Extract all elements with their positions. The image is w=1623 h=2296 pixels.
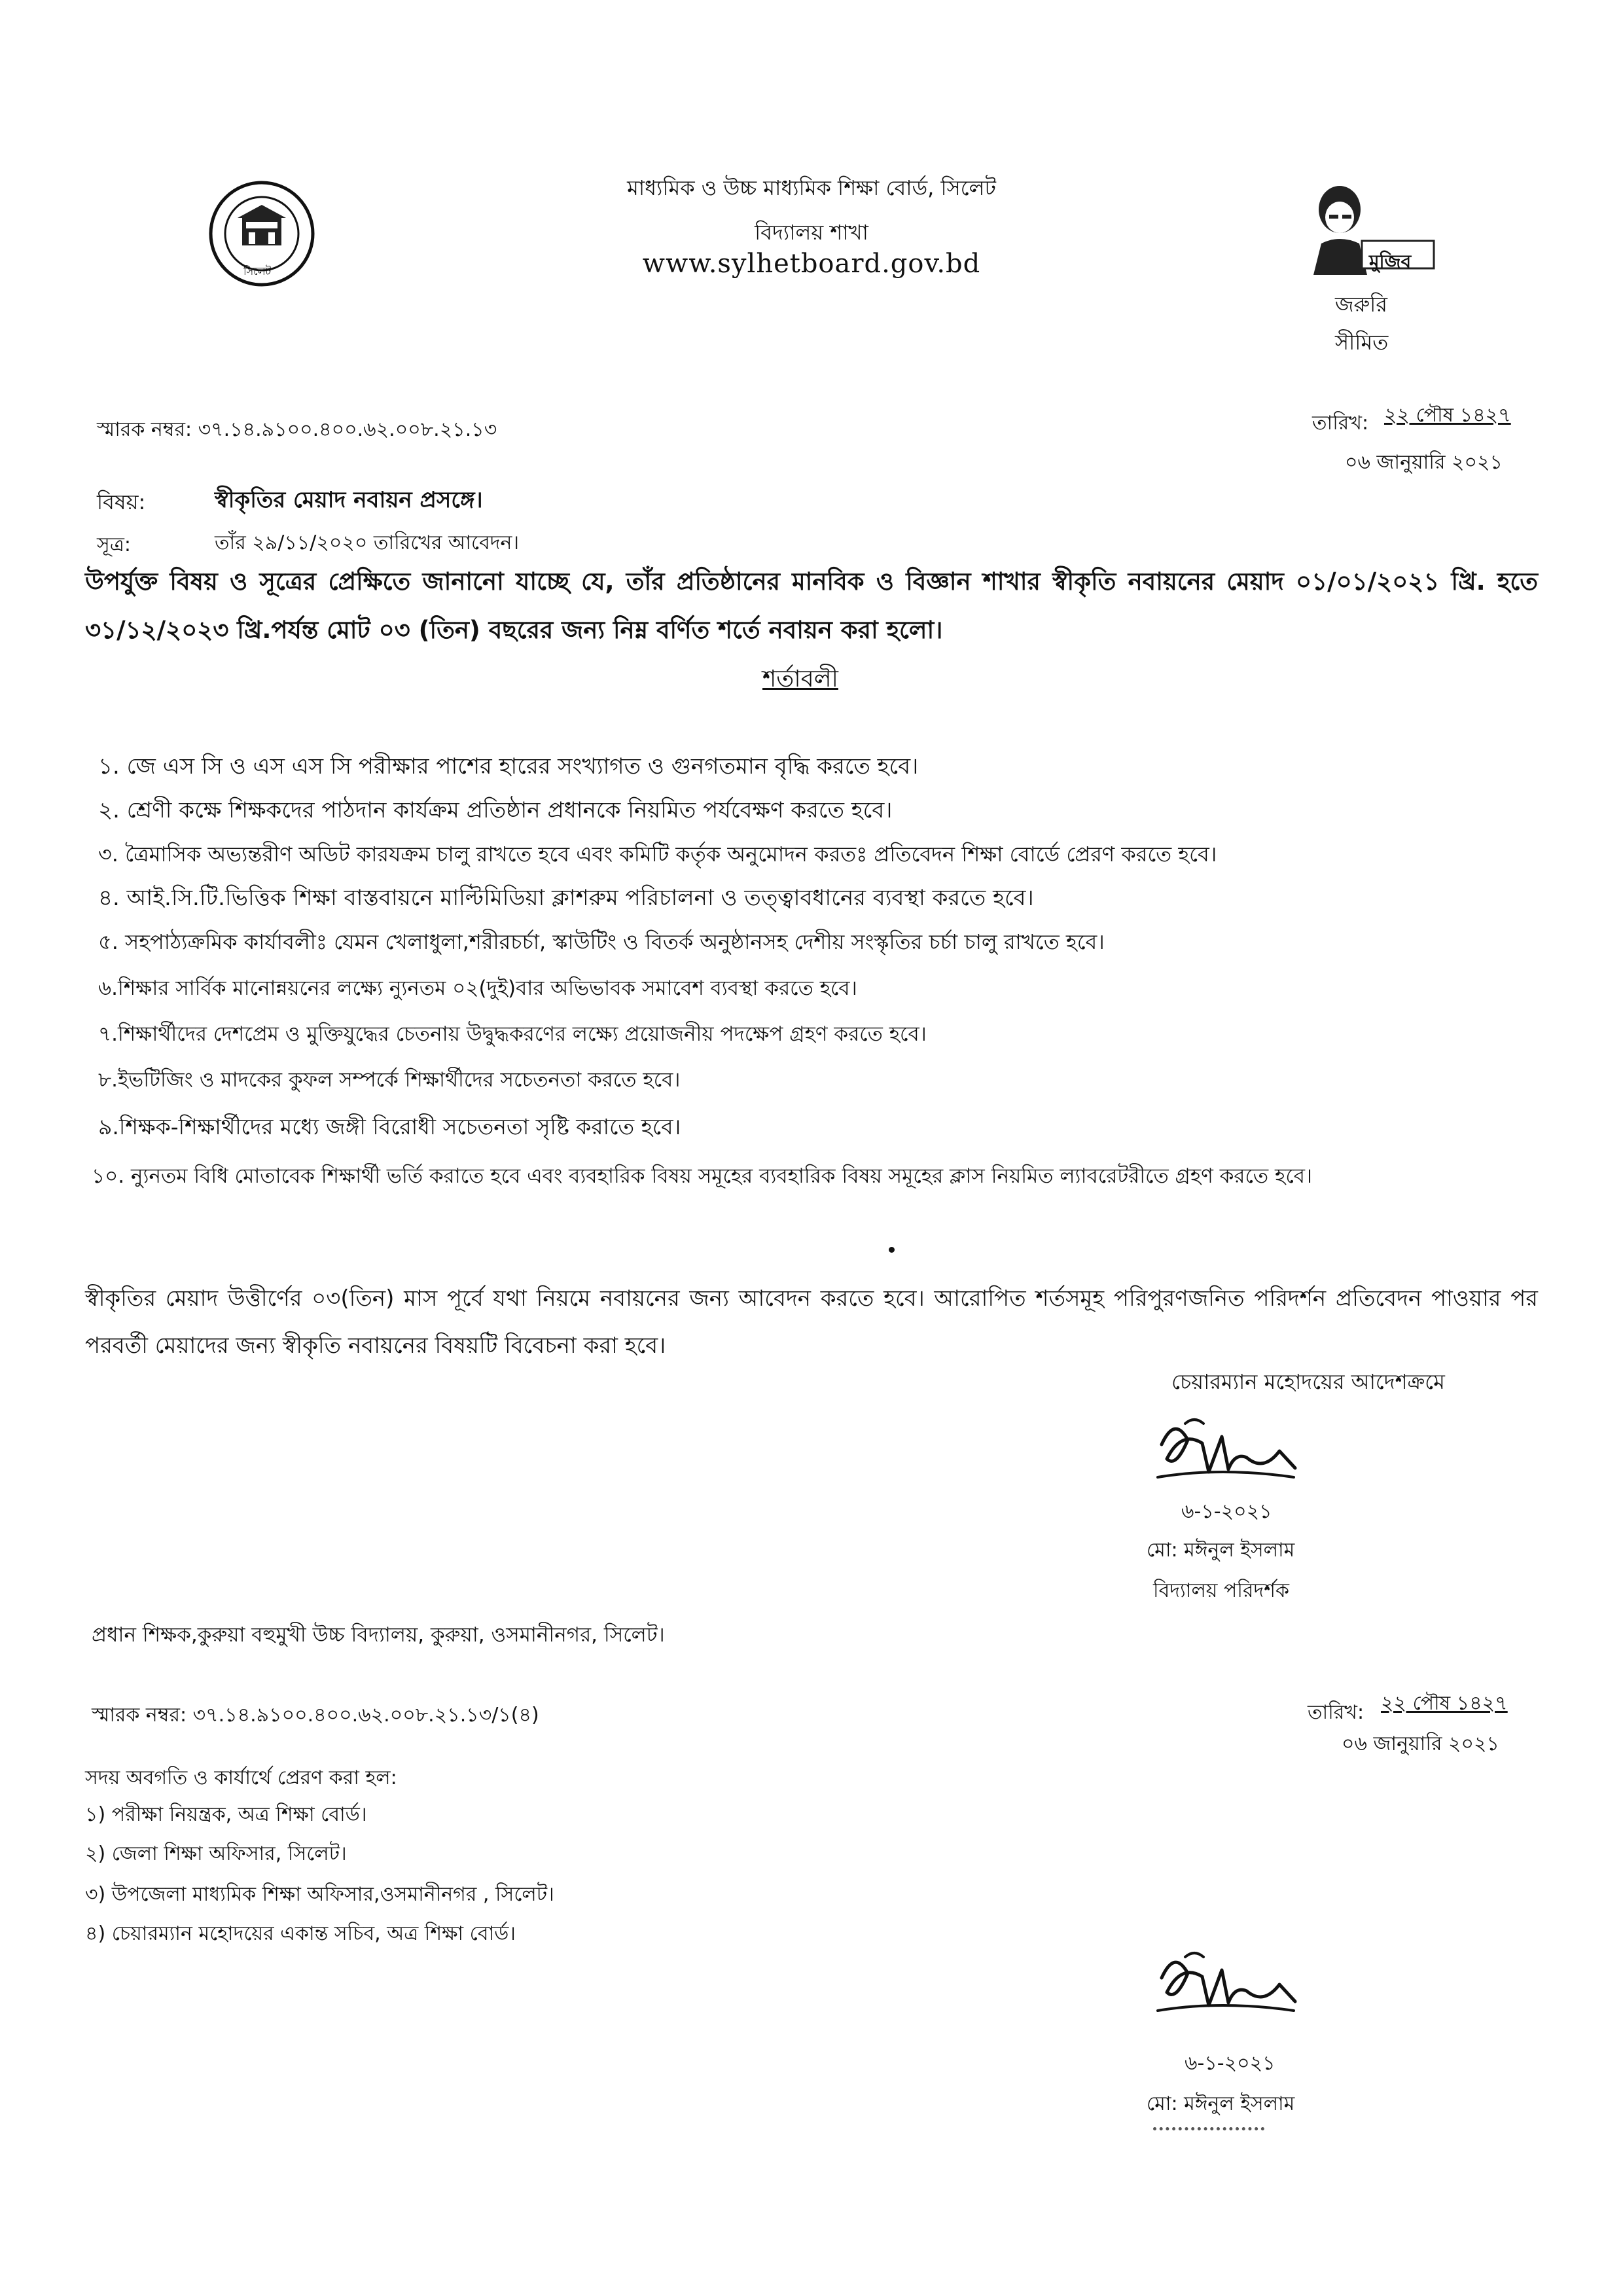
condition-item: ৫. সহপাঠ্যক্রমিক কার্যাবলীঃ যেমন খেলাধুলা,শরীরচর্চা, স্কাউটিং ও বিতর্ক অনুষ্ঠানসহ দেশীয় সংস্কৃতির চর্চা চালু রাখতে হবে।	[98, 929, 1105, 954]
signer-name-1: মো: মঈনুল ইসলাম	[1147, 1539, 1295, 1562]
memo-number: স্মারক নম্বর: ৩৭.১৪.৯১০০.৪০০.৬২.০০৮.২১.১৩	[97, 418, 497, 441]
condition-item: ৯.শিক্ষক-শিক্ষার্থীদের মধ্যে জঙ্গী বিরোধী সচেতনতা সৃষ্টি করাতে হবে।	[98, 1114, 681, 1139]
date-label-2: তারিখ:	[1308, 1701, 1364, 1724]
signature-1	[1149, 1404, 1306, 1496]
condition-item: ৩. ত্রৈমাসিক অভ্যন্তরীণ অডিট কারযক্রম চালু রাখতে হবে এবং কমিটি কর্তৃক অনুমোদন করতঃ প্রতিবেদন শিক্ষা বোর্ডে প্রেরণ করতে হবে।	[98, 842, 1217, 867]
reference-text: তাঁর ২৯/১১/২০২০ তারিখের আবেদন।	[215, 531, 520, 554]
signer-designation-1: বিদ্যালয় পরিদর্শক	[1153, 1579, 1289, 1602]
date-bangla-2: ২২ পৌষ ১৪২৭	[1381, 1692, 1508, 1715]
closing-paragraph: স্বীকৃতির মেয়াদ উত্তীর্ণের ০৩(তিন) মাস পূর্বে যথা নিয়মে নবায়নের জন্য আবেদন করতে হবে। আরোপিত শর্তসমূহ পরিপুরণজনিত পরিদর্শন প্রতিবেদন পাওয়ার পর পরবর্তী মেয়াদের জন্য স্বীকৃতি নবায়নের বিষয়টি বিবেচনা করা হবে।	[85, 1285, 1538, 1359]
condition-item-long: ১০. ন্যুনতম বিধি মোতাবেক শিক্ষার্থী ভর্তি করাতে হবে এবং ব্যবহারিক বিষয় সমূহের ব্যবহারিক বিষয় সমূহের ক্লাস নিয়মিত ল্যাবরেটরীতে গ্রহণ করতে হবে।	[92, 1164, 1313, 1188]
condition-item: ৮.ইভটিজিং ও মাদকের কুফল সম্পর্কে শিক্ষার্থীদের সচেতনতা করতে হবে।	[98, 1068, 681, 1092]
condition-item: ২. শ্রেণী কক্ষে শিক্ষকদের পাঠদান কার্যক্রম প্রতিষ্ঠান প্রধানকে নিয়মিত পর্যবেক্ষণ করতে হবে।	[98, 797, 893, 823]
memo-number-2: স্মারক নম্বর: ৩৭.১৪.৯১০০.৪০০.৬২.০০৮.২১.১৩/১(৪)	[92, 1704, 539, 1727]
condition-item: ১. জে এস সি ও এস এস সি পরীক্ষার পাশের হারের সংখ্যাগত ও গুনগতমান বৃদ্ধি করতে হবে।	[98, 753, 919, 780]
seal-text: সিলেট	[243, 265, 272, 278]
sign-date-2: ৬-১-২০২১	[1185, 2052, 1275, 2075]
subject-text: স্বীকৃতির মেয়াদ নবায়ন প্রসঙ্গে।	[215, 487, 483, 513]
order-line: চেয়ারম্যান মহোদয়ের আদেশক্রমে	[1171, 1369, 1445, 1394]
board-name: মাধ্যমিক ও উচ্চ মাধ্যমিক শিক্ষা বোর্ড, সিলেট	[627, 175, 996, 200]
condition-item: ৭.শিক্ষার্থীদের দেশপ্রেম ও মুক্তিযুদ্ধের চেতনায় উদ্বুদ্ধকরণের লক্ষ্যে প্রয়োজনীয় পদক্ষেপ গ্রহণ করতে হবে।	[98, 1022, 927, 1046]
signature-2	[1149, 1937, 1306, 2029]
condition-item: ৪. আই.সি.টি.ভিত্তিক শিক্ষা বাস্তবায়নে মাল্টিমিডিয়া ক্লাশরুম পরিচালনা ও তত্ত্বাবধানের ব্যবস্থা করতে হবে।	[98, 885, 1034, 911]
intro-paragraph: উপর্যুক্ত বিষয় ও সূত্রের প্রেক্ষিতে জানানো যাচ্ছে যে, তাঁর প্রতিষ্ঠানের মানবিক ও বিজ্ঞান শাখার স্বীকৃতি নবায়নের মেয়াদ ০১/০১/২০২১ খ্রি. হতে ৩১/১২/২০২৩ খ্রি.পর্যন্ত মোট ০৩ (তিন) বছরের জন্য নিম্ন বর্ণিত শর্তে নবায়ন করা হলো।	[85, 567, 1538, 644]
copy-intro: সদয় অবগতি ও কার্যার্থে প্রেরণ করা হল:	[85, 1767, 397, 1789]
limited-label: সীমিত	[1335, 330, 1389, 355]
branch-name: বিদ্যালয় শাখা	[755, 220, 868, 245]
copy-list-item: ৩) উপজেলা মাধ্যমিক শিক্ষা অফিসার,ওসমানীনগর , সিলেট।	[85, 1883, 554, 1906]
condition-item: ৬.শিক্ষার সার্বিক মানোন্নয়নের লক্ষ্যে ন্যুনতম ০২(দুই)বার অভিভাবক সমাবেশ ব্যবস্থা করতে হবে।	[98, 977, 857, 1000]
conditions-heading: শর্তাবলী	[762, 666, 838, 692]
copy-list-item: ৪) চেয়ারম্যান মহোদয়ের একান্ত সচিব, অত্র শিক্ষা বোর্ড।	[85, 1922, 516, 1945]
mujib-badge-text: মুজিব	[1369, 251, 1412, 272]
subject-label: বিষয়:	[97, 490, 146, 514]
cut-off-designation	[1153, 2127, 1264, 2138]
website-url: www.sylhetboard.gov.bd	[642, 249, 981, 279]
ink-dot	[889, 1247, 895, 1253]
recipient-line: প্রধান শিক্ষক,কুরুয়া বহুমুখী উচ্চ বিদ্যালয়, কুরুয়া, ওসমানীনগর, সিলেট।	[92, 1623, 665, 1647]
sign-date-1: ৬-১-২০২১	[1181, 1500, 1272, 1523]
date-bangla: ২২ পৌষ ১৪২৭	[1384, 404, 1511, 427]
copy-list-item: ১) পরীক্ষা নিয়ন্ত্রক, অত্র শিক্ষা বোর্ড।	[85, 1803, 367, 1826]
copy-list-item: ২) জেলা শিক্ষা অফিসার, সিলেট।	[85, 1842, 347, 1865]
date-english-2: ০৬ জানুয়ারি ২০২১	[1342, 1732, 1499, 1755]
reference-label: সূত্র:	[97, 533, 131, 556]
signer-name-2: মো: মঈনুল ইসলাম	[1147, 2092, 1295, 2115]
date-label: তারিখ:	[1312, 412, 1369, 435]
date-english: ০৬ জানুয়ারি ২০২১	[1345, 451, 1503, 474]
urgent-label: জরুরি	[1335, 292, 1387, 317]
